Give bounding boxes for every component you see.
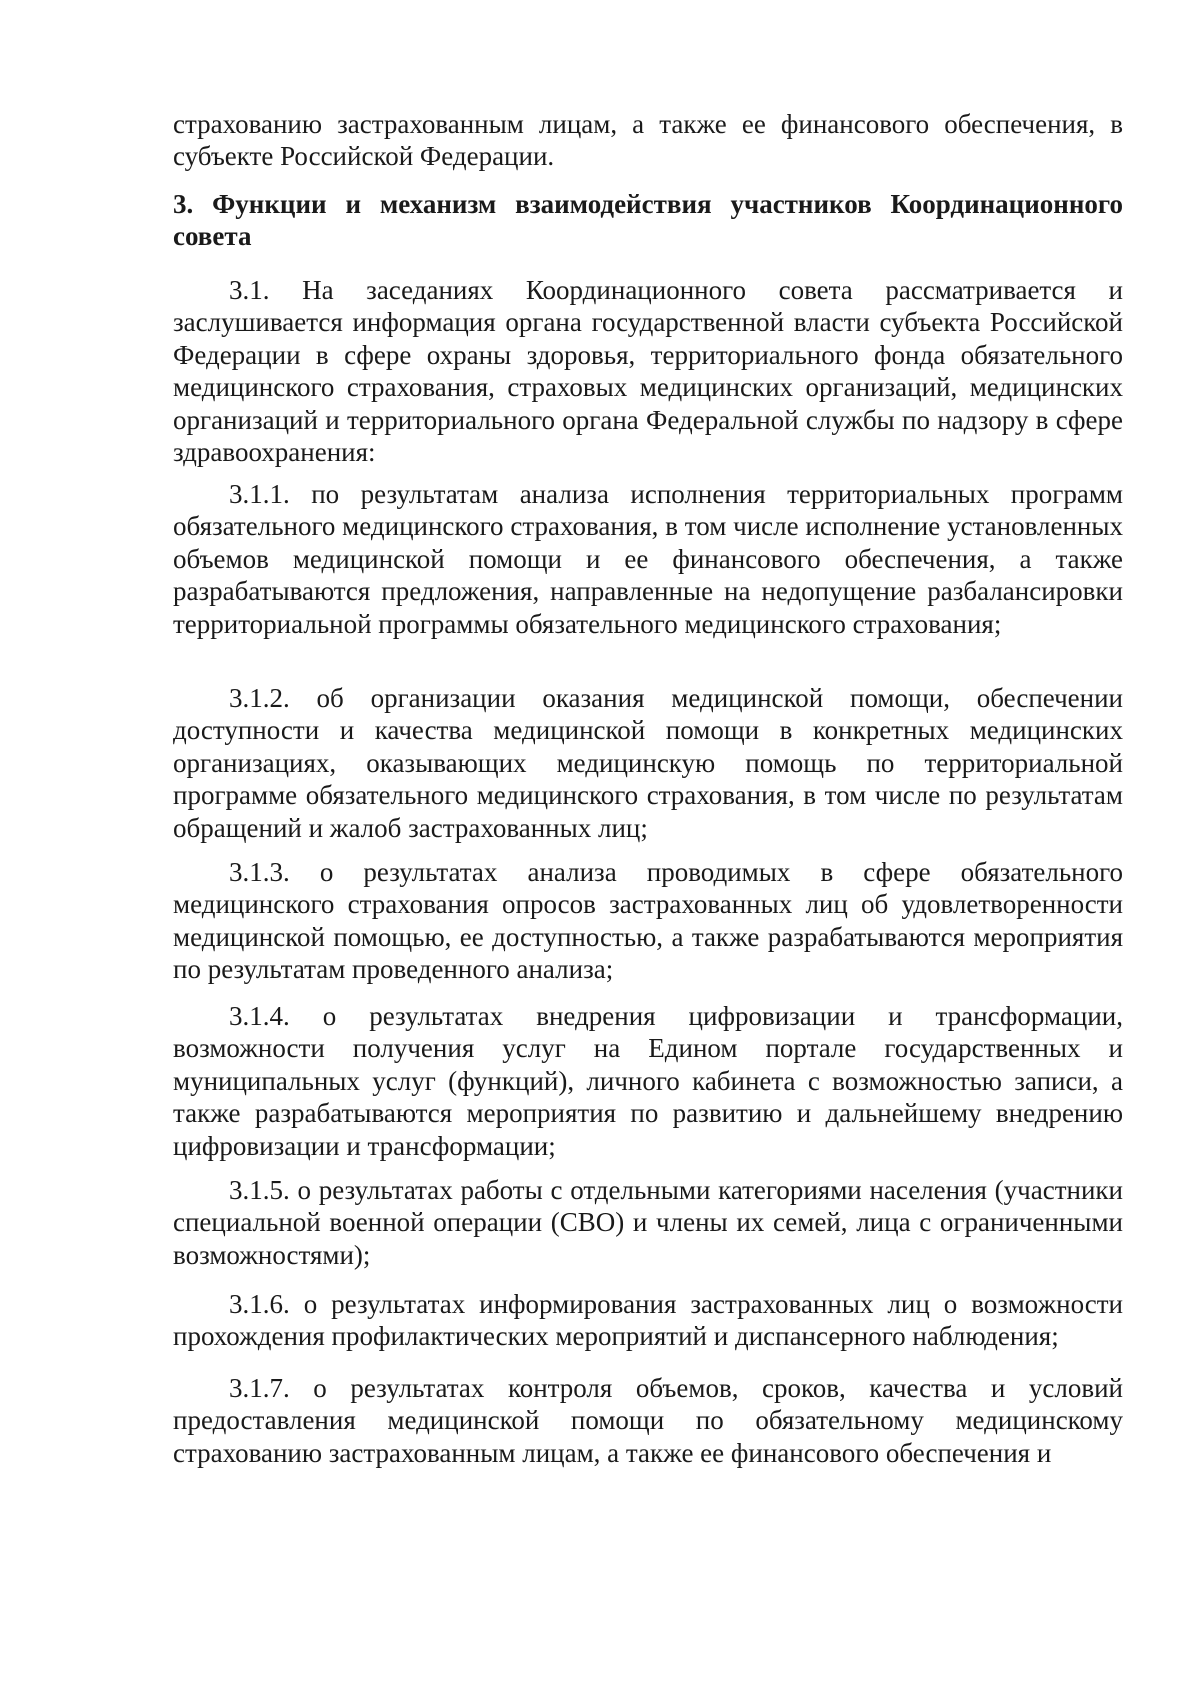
paragraph-3-1-6: 3.1.6. о результатах информирования застрахованных лиц о возможности прохождения профилактических мероприятий и диспансерного наблюдения;	[173, 1289, 1123, 1352]
paragraph-3-1-3: 3.1.3. о результатах анализа проводимых в сфере обязательного медицинского страхования опросов застрахованных лиц об удовлетворенности медицинской помощью, ее доступностью, а также разрабатываются мероприятия по результатам проведенного анализа;	[173, 857, 1123, 985]
paragraph-3-1-1: 3.1.1. по результатам анализа исполнения территориальных программ обязательного медицинского страхования, в том числе исполнение установленных объемов медицинской помощи и ее финансового обеспечения, а также разрабатываются предложения, направленные на недопущение разбалансировки территориальной программы обязательного медицинского страхования;	[173, 479, 1123, 639]
paragraph-3-1-4: 3.1.4. о результатах внедрения цифровизации и трансформации, возможности получения услуг на Едином портале государственных и муниципальных услуг (функций), личного кабинета с возможностью записи, а также разрабатываются мероприятия по развитию и дальнейшему внедрению цифровизации и трансформации;	[173, 1001, 1123, 1161]
paragraph-3-1-2: 3.1.2. об организации оказания медицинской помощи, обеспечении доступности и качества медицинской помощи в конкретных медицинских организациях, оказывающих медицинскую помощь по территориальной программе обязательного медицинского страхования, в том числе по результатам обращений и жалоб застрахованных лиц;	[173, 683, 1123, 843]
paragraph-3-1-5: 3.1.5. о результатах работы с отдельными категориями населения (участники специальной военной операции (СВО) и члены их семей, лица с ограниченными возможностями);	[173, 1175, 1123, 1270]
paragraph-3-1: 3.1. На заседаниях Координационного совета рассматривается и заслушивается информация органа государственной власти субъекта Российской Федерации в сфере охраны здоровья, территориального фонда обязательного медицинского страхования, страховых медицинских организаций, медицинских организаций и территориального органа Федеральной службы по надзору в сфере здравоохранения:	[173, 275, 1123, 468]
paragraph-3-1-7: 3.1.7. о результатах контроля объемов, сроков, качества и условий предоставления медицинской помощи по обязательному медицинскому страхованию застрахованным лицам, а также ее финансового обеспечения и	[173, 1373, 1123, 1468]
section-heading: 3. Функции и механизм взаимодействия участников Координационного совета	[173, 189, 1123, 252]
intro-paragraph: страхованию застрахованным лицам, а также ее финансового обеспечения, в субъекте Российской Федерации.	[173, 109, 1123, 172]
